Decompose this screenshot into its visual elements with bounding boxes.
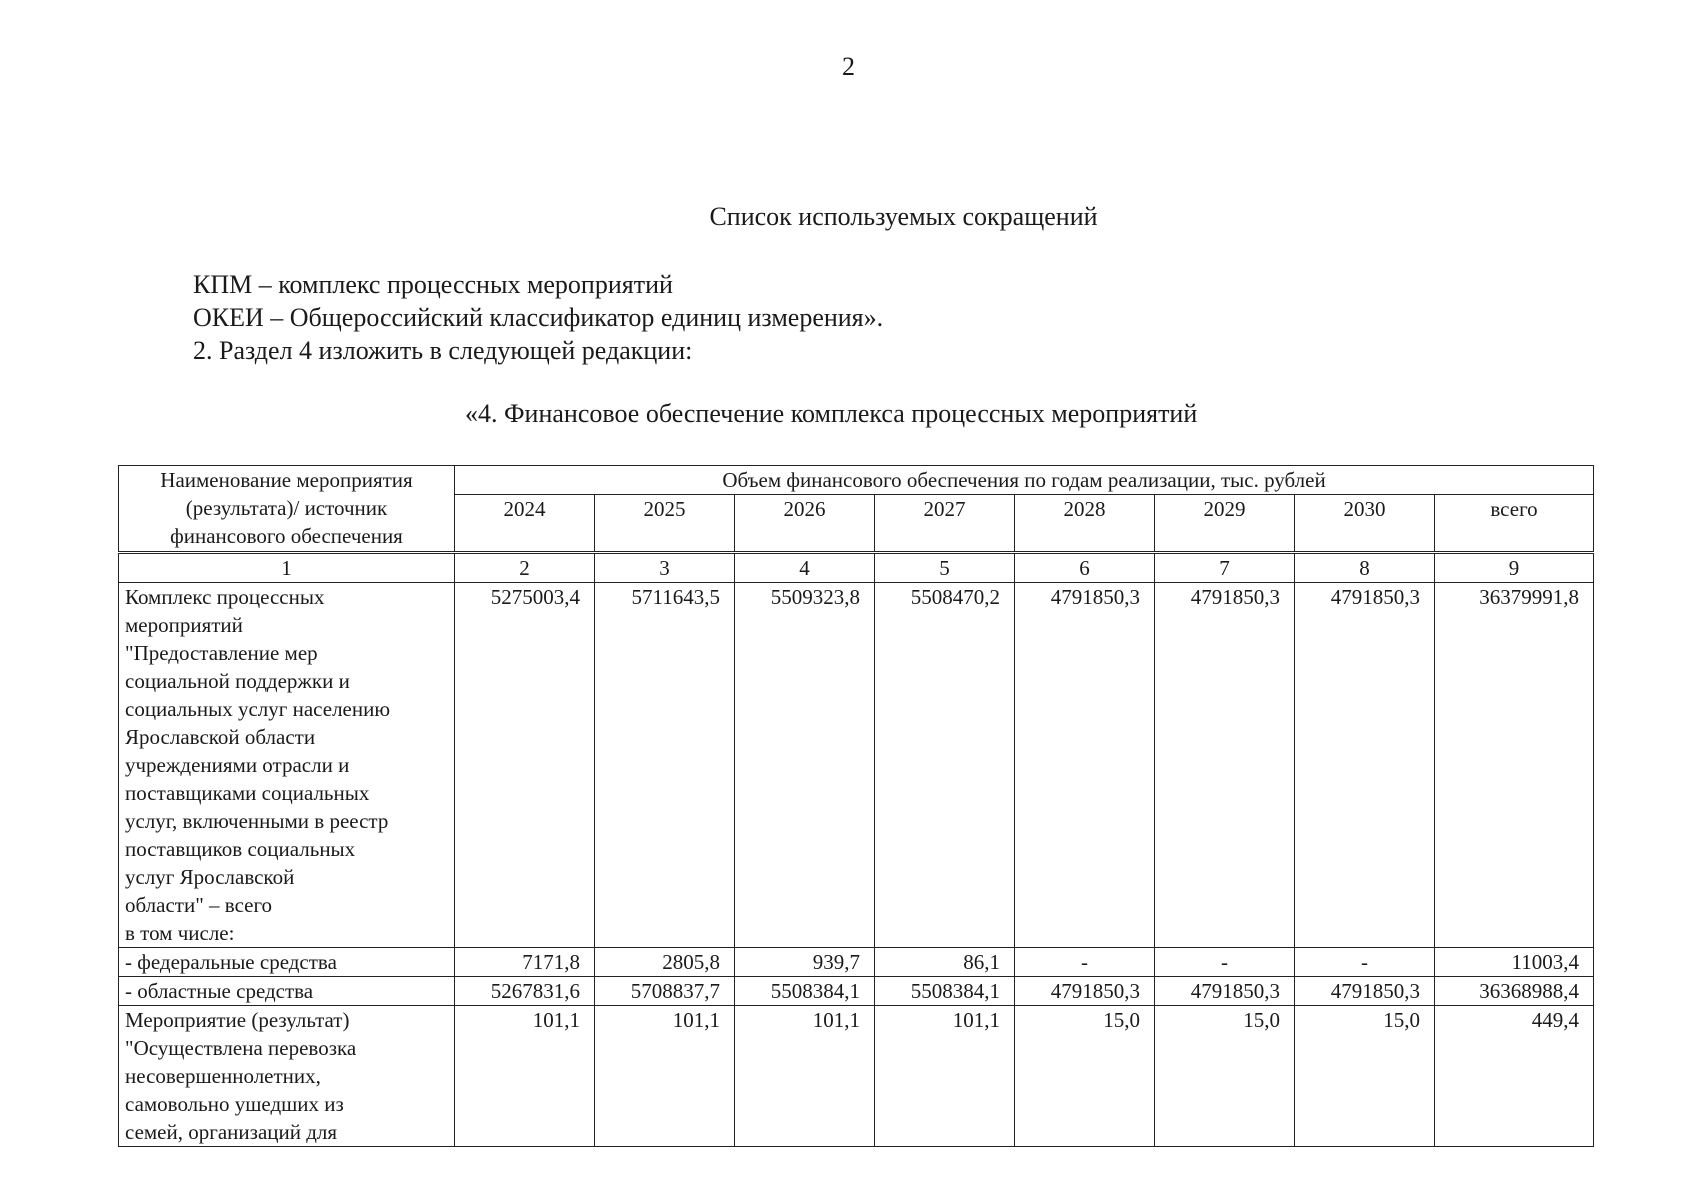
row-name-line: в том числе: <box>125 921 235 945</box>
value-cell: 4791850,3 <box>1295 977 1435 1006</box>
column-number: 6 <box>1015 553 1155 583</box>
column-number: 7 <box>1155 553 1295 583</box>
row-name-line: - областные средства <box>125 979 314 1003</box>
year-header: 2029 <box>1155 495 1295 553</box>
value-cell: 101,1 <box>595 1006 735 1147</box>
value-cell: 5508384,1 <box>875 977 1015 1006</box>
row-name-line: услуг, включенными в реестр <box>125 809 389 833</box>
row-name-cell <box>119 1006 455 1147</box>
row-name-line: несовершеннолетних, <box>125 1064 321 1088</box>
header-group-cell: Объем финансового обеспечения по годам реализации, тыс. рублей <box>455 466 1594 495</box>
section-title: «4. Финансовое обеспечение комплекса процессных мероприятий <box>465 399 1198 428</box>
row-name-line: Мероприятие (результат) <box>125 1008 350 1032</box>
body-text <box>193 268 883 367</box>
column-numbers-row <box>119 553 1594 583</box>
table-header-row <box>119 466 1594 495</box>
row-name-line: "Осуществлена перевозка <box>125 1036 357 1060</box>
value-cell: 4791850,3 <box>1155 583 1295 948</box>
value-cell: 5267831,6 <box>455 977 595 1006</box>
value-cell: - <box>1295 948 1435 977</box>
row-name-cell <box>119 583 455 948</box>
year-header: 2024 <box>455 495 595 553</box>
table-row <box>119 948 1594 977</box>
column-number: 1 <box>119 553 455 583</box>
table-row <box>119 977 1594 1006</box>
value-cell: 5508470,2 <box>875 583 1015 948</box>
year-header: 2025 <box>595 495 735 553</box>
body-line: ОКЕИ – Общероссийский классификатор единиц измерения». <box>193 303 884 332</box>
row-name-line: Ярославской области <box>125 725 316 749</box>
header-name-cell <box>119 466 455 553</box>
value-cell: 11003,4 <box>1435 948 1594 977</box>
table-row <box>119 1006 1594 1147</box>
value-cell: 36379991,8 <box>1435 583 1594 948</box>
value-cell: 2805,8 <box>595 948 735 977</box>
row-name-line: социальной поддержки и <box>125 669 350 693</box>
row-name-line: услуг Ярославской <box>125 865 295 889</box>
row-name-line: области" – всего <box>125 893 273 917</box>
column-number: 4 <box>735 553 875 583</box>
row-name-line: семей, организаций для <box>125 1120 338 1144</box>
value-cell: 939,7 <box>735 948 875 977</box>
body-line: 2. Раздел 4 изложить в следующей редакции: <box>193 336 693 365</box>
value-cell: - <box>1155 948 1295 977</box>
column-number: 3 <box>595 553 735 583</box>
table-row <box>119 583 1594 948</box>
column-number: 8 <box>1295 553 1435 583</box>
year-header: 2026 <box>735 495 875 553</box>
year-header: 2027 <box>875 495 1015 553</box>
row-name-line: "Предоставление мер <box>125 641 318 665</box>
header-name-line: финансового обеспечения <box>170 524 403 548</box>
value-cell: - <box>1015 948 1155 977</box>
year-header: 2030 <box>1295 495 1435 553</box>
value-cell: 5275003,4 <box>455 583 595 948</box>
value-cell: 101,1 <box>735 1006 875 1147</box>
row-name-line: мероприятий <box>125 613 243 637</box>
value-cell: 4791850,3 <box>1015 977 1155 1006</box>
row-name-cell <box>119 977 455 1006</box>
column-number: 5 <box>875 553 1015 583</box>
value-cell: 7171,8 <box>455 948 595 977</box>
page-number: 2 <box>842 52 855 81</box>
value-cell: 449,4 <box>1435 1006 1594 1147</box>
column-number: 2 <box>455 553 595 583</box>
financing-table <box>118 465 1594 1147</box>
value-cell: 5711643,5 <box>595 583 735 948</box>
value-cell: 5509323,8 <box>735 583 875 948</box>
row-name-line: самовольно ушедших из <box>125 1092 344 1116</box>
header-name-line: (результата)/ источник <box>185 496 388 520</box>
value-cell: 101,1 <box>875 1006 1015 1147</box>
year-header: всего <box>1435 495 1594 553</box>
value-cell: 4791850,3 <box>1155 977 1295 1006</box>
body-line: КПМ – комплекс процессных мероприятий <box>193 270 673 299</box>
value-cell: 5508384,1 <box>735 977 875 1006</box>
value-cell: 101,1 <box>455 1006 595 1147</box>
row-name-line: поставщиками социальных <box>125 781 370 805</box>
abbreviations-title: Список используемых сокращений <box>709 202 1098 231</box>
row-name-line: поставщиков социальных <box>125 837 356 861</box>
row-name-line: социальных услуг населению <box>125 697 391 721</box>
value-cell: 4791850,3 <box>1295 583 1435 948</box>
value-cell: 86,1 <box>875 948 1015 977</box>
value-cell: 15,0 <box>1295 1006 1435 1147</box>
value-cell: 15,0 <box>1155 1006 1295 1147</box>
value-cell: 15,0 <box>1015 1006 1155 1147</box>
header-name-line: Наименование мероприятия <box>160 468 413 492</box>
row-name-line: - федеральные средства <box>125 950 337 974</box>
row-name-line: учреждениями отрасли и <box>125 753 350 777</box>
value-cell: 36368988,4 <box>1435 977 1594 1006</box>
value-cell: 4791850,3 <box>1015 583 1155 948</box>
row-name-line: Комплекс процессных <box>125 585 325 609</box>
row-name-cell <box>119 948 455 977</box>
year-header: 2028 <box>1015 495 1155 553</box>
column-number: 9 <box>1435 553 1594 583</box>
value-cell: 5708837,7 <box>595 977 735 1006</box>
